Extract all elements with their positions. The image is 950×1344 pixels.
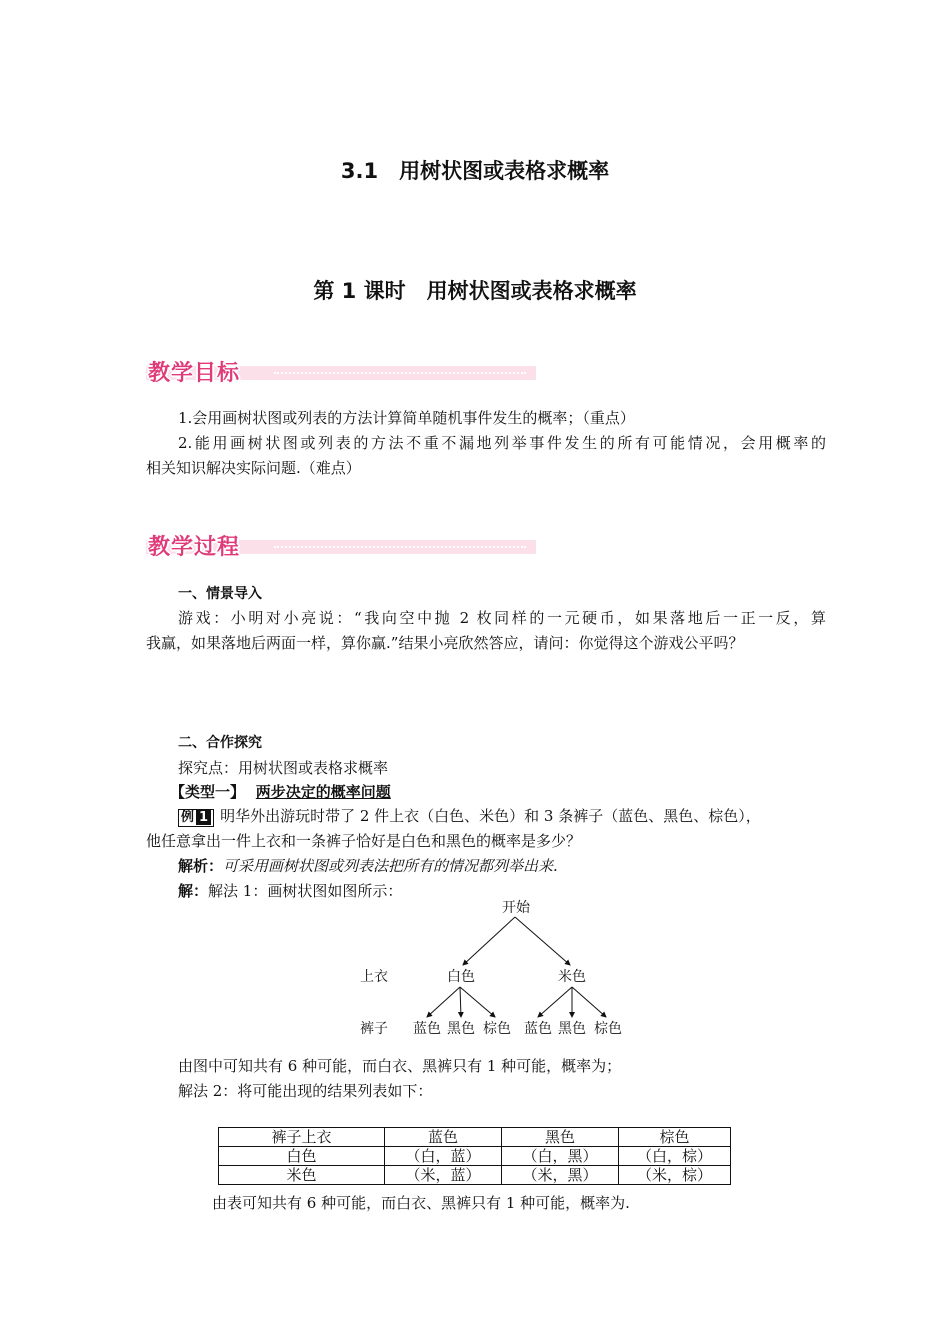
table-header-cell: 裤子上衣: [219, 1128, 385, 1147]
tree-pants-node: 棕色: [594, 1021, 622, 1037]
table-cell: 米色: [219, 1166, 385, 1185]
table-cell: （米，黑）: [502, 1166, 619, 1185]
tree-edge: [460, 987, 461, 1017]
explore-topic: 探究点：用树状图或表格求概率: [178, 759, 389, 777]
after-table-text: 由表可知共有 6 种可能，而白衣、黑裤只有 1 种可能，概率为.: [212, 1194, 630, 1212]
solution-label: 解：: [178, 882, 209, 900]
tree-level-2-label: 裤子: [360, 1021, 388, 1037]
outcomes-table: [218, 1127, 731, 1185]
table-cell: （米，棕）: [619, 1166, 731, 1185]
tree-shirt-node: 米色: [558, 969, 586, 985]
method-2-text: 解法 2：将可能出现的结果列表如下：: [178, 1082, 433, 1100]
table-header-row: [219, 1128, 731, 1147]
table-cell: （米，蓝）: [385, 1166, 502, 1185]
tree-pants-node: 黑色: [558, 1021, 586, 1037]
part1-line-1: 游戏：小明对小亮说：“我向空中抛 2 枚同样的一元硬币，如果落地后一正一反，算: [178, 609, 826, 627]
example-line-1: [178, 804, 826, 828]
tree-edge: [515, 917, 570, 965]
table-cell: （白，黑）: [502, 1147, 619, 1166]
tree-edge: [460, 987, 495, 1017]
table-header-cell: 黑色: [502, 1128, 619, 1147]
goal-item-2-line-1: 2.能用画树状图或列表的方法不重不漏地列举事件发生的所有可能情况，会用概率的: [178, 434, 826, 452]
analysis-text: 可采用画树状图或列表法把所有的情况都列举出来.: [223, 857, 558, 875]
part1-heading: 一、情景导入: [178, 586, 262, 602]
goals-banner-label: 教学目标: [148, 361, 241, 386]
tree-pants-node: 蓝色: [524, 1021, 552, 1037]
probability-tree-diagram: [350, 895, 650, 1045]
table-header-cell: 蓝色: [385, 1128, 502, 1147]
section-title: 3.1 用树状图或表格求概率: [340, 159, 610, 183]
analysis: [178, 854, 826, 878]
table-row: [219, 1147, 731, 1166]
example-line-2: 他任意拿出一件上衣和一条裤子恰好是白色和黑色的概率是多少？: [146, 832, 582, 850]
type-heading: [170, 780, 850, 804]
type-label: 【类型一】: [170, 783, 246, 801]
tree-root: 开始: [502, 900, 530, 916]
example-badge: 例 1: [178, 809, 214, 827]
tree-pants-node: 黑色: [447, 1021, 475, 1037]
process-banner-label: 教学过程: [148, 535, 241, 560]
analysis-label: 解析：: [178, 857, 224, 875]
tree-edge: [427, 987, 460, 1017]
type-title: 两步决定的概率问题: [255, 783, 391, 801]
table-cell: 白色: [219, 1147, 385, 1166]
table-cell: （白，蓝）: [385, 1147, 502, 1166]
goal-item-1: 1.会用画树状图或列表的方法计算简单随机事件发生的概率；（重点）: [178, 409, 635, 427]
tree-pants-node: 蓝色: [413, 1021, 441, 1037]
table-row: [219, 1166, 731, 1185]
part1-line-2: 我赢，如果落地后两面一样，算你赢.”结果小亮欣然答应，请问：你觉得这个游戏公平吗？: [146, 634, 744, 652]
goals-banner: [146, 358, 538, 384]
tree-edge: [463, 917, 515, 965]
part2-heading: 二、合作探究: [178, 735, 262, 751]
solution-text: 解法 1：画树状图如图所示：: [208, 882, 403, 900]
table-cell: （白，棕）: [619, 1147, 731, 1166]
process-banner: [146, 532, 538, 558]
example-text-1: 明华外出游玩时带了 2 件上衣（白色、米色）和 3 条裤子（蓝色、黑色、棕色），: [220, 807, 761, 825]
tree-pants-node: 棕色: [483, 1021, 511, 1037]
goal-item-2-line-2: 相关知识解决实际问题.（难点）: [146, 459, 361, 477]
tree-shirt-node: 白色: [447, 969, 475, 985]
tree-level-1-label: 上衣: [360, 969, 388, 985]
after-tree-text: 由图中可知共有 6 种可能，而白衣、黑裤只有 1 种可能，概率为；: [178, 1057, 622, 1075]
table-header-cell: 棕色: [619, 1128, 731, 1147]
tree-edge: [572, 987, 606, 1017]
tree-edge: [538, 987, 572, 1017]
lesson-title: 第 1 课时 用树状图或表格求概率: [313, 279, 637, 303]
